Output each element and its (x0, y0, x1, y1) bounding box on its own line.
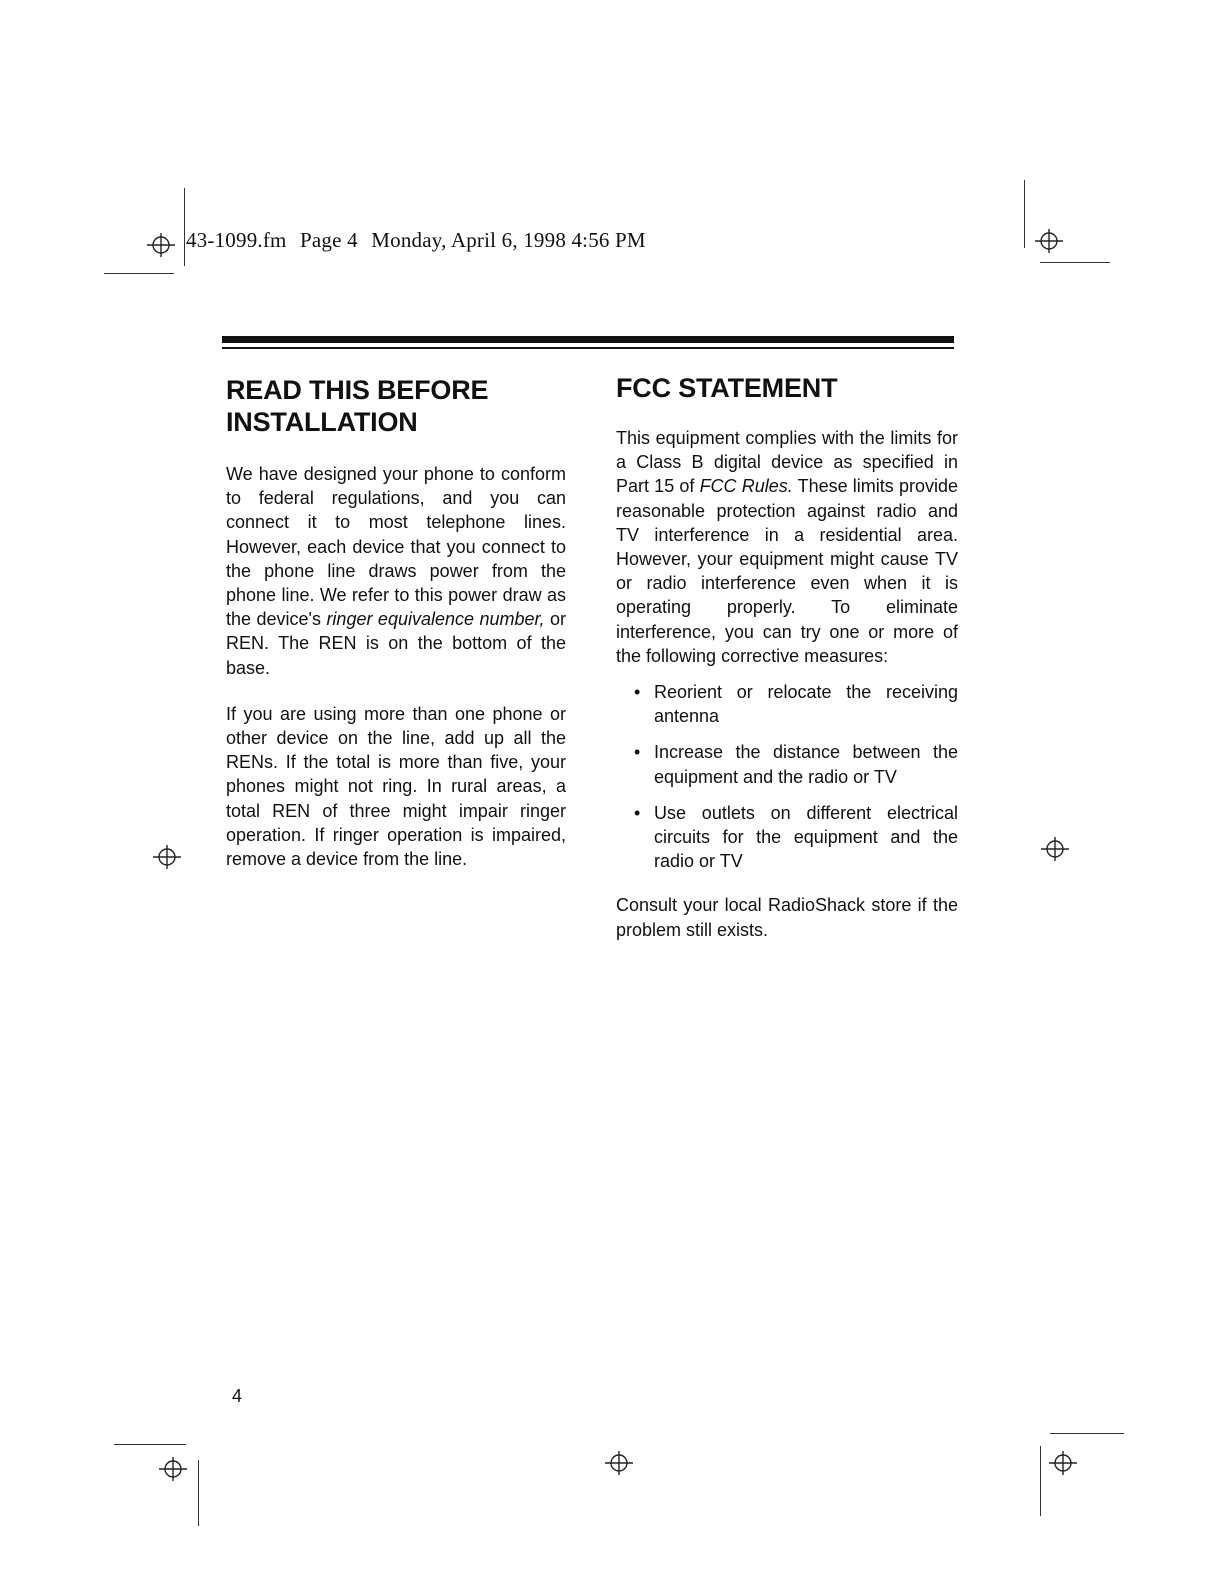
registration-mark-icon (1038, 832, 1072, 866)
registration-mark-icon (602, 1446, 636, 1480)
section-rule-thin (222, 347, 954, 349)
section-rule (222, 336, 954, 343)
crop-line (104, 273, 174, 274)
emphasis-term: FCC Rules. (699, 476, 793, 497)
crop-line (198, 1460, 199, 1526)
paragraph-consult: Consult your local RadioShack store if the problem still exists. (616, 895, 958, 940)
crop-line (1040, 1446, 1041, 1516)
registration-mark-icon (1032, 224, 1066, 258)
paragraph-ren-total: If you are using more than one phone or other device on the line, add up all the RENs. If the total is more than five, your phones might not ring. In rural areas, a total REN of three might impair ringer operation. If ringer operation is impaired, remove a device from the line. (226, 703, 566, 870)
crop-line (184, 188, 185, 266)
registration-mark-icon (144, 228, 178, 262)
text-span: This equipment complies with the limits for a Class B digital device as specified in Part 15 of (616, 428, 958, 497)
text-span: We have designed your phone to conform to federal regulations, and you can connect it to most telephone lines. However, each device that you connect to the phone line draws power from the phone line. We refer to this power draw as the device's (226, 464, 566, 630)
header-datetime: Monday, April 6, 1998 4:56 PM (371, 228, 646, 252)
crop-line (114, 1444, 186, 1445)
registration-mark-icon (150, 840, 184, 874)
emphasis-term: ringer equivalence number, (326, 609, 545, 630)
right-column (616, 372, 958, 964)
registration-mark-icon (1046, 1446, 1080, 1480)
corrective-measures-list (616, 680, 958, 873)
paragraph-fcc-intro (616, 426, 958, 668)
list-item: • Reorient or relocate the receiving antenna (634, 680, 958, 728)
header-filename: 43-1099.fm (186, 228, 287, 252)
crop-line (1024, 180, 1025, 248)
registration-mark-icon (156, 1452, 190, 1486)
crop-line (1050, 1433, 1124, 1434)
list-item: • Increase the distance between the equipment and the radio or TV (634, 740, 958, 788)
text-span: These limits provide reasonable protection against radio and TV interference in a residential area. However, your equipment might cause TV or radio interference even when it is operating properly. To eliminate interference, you can try one or more of the following corrective measures: (616, 476, 958, 666)
header-page: Page 4 (300, 228, 358, 252)
list-item: • Use outlets on different electrical circuits for the equipment and the radio or TV (634, 801, 958, 874)
section-heading-installation: READ THIS BEFORE INSTALLATION (226, 375, 489, 437)
section-heading-fcc: FCC STATEMENT (616, 373, 838, 403)
crop-line (1040, 262, 1110, 263)
left-column (226, 374, 566, 893)
file-header (186, 228, 654, 253)
text-span: or REN. The REN is on the bottom of the base. (226, 609, 566, 678)
page-number: 4 (232, 1386, 243, 1406)
paragraph-ren-intro (226, 462, 566, 680)
